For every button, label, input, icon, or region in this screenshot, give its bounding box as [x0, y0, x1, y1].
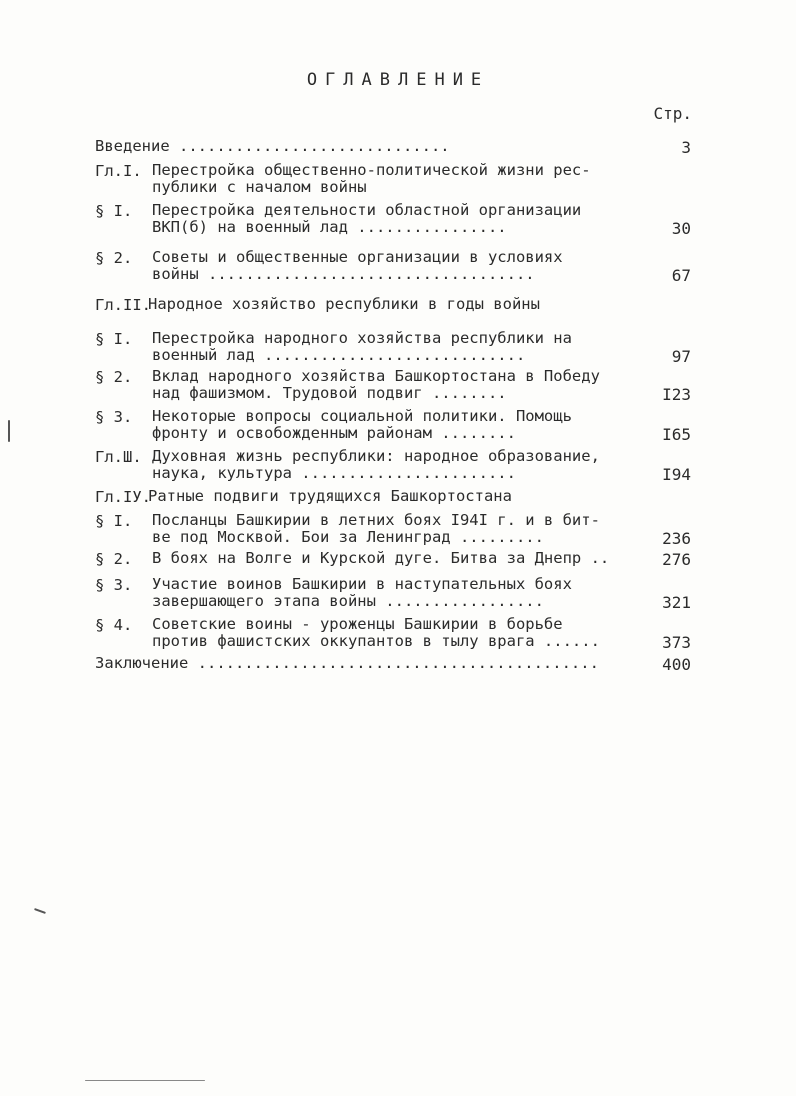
toc-entry-text: Народное хозяйство республики в годы войны — [148, 295, 540, 313]
toc-entry-number: § I. — [95, 512, 133, 530]
toc-entry-page: 67 — [671, 266, 691, 285]
toc-entry-text: Участие воинов Башкирии в наступательных боях — [152, 575, 572, 593]
toc-entry-text: Посланцы Башкирии в летних боях I94I г. и в бит- — [152, 511, 600, 529]
toc-entry-text: Духовная жизнь республики: народное образование, — [152, 447, 600, 465]
scan-mark — [8, 420, 10, 442]
toc-entry-number: Гл.I. — [95, 162, 142, 180]
toc-entry-text: Заключение ........................................... — [95, 654, 599, 672]
toc-entry-number: § 2. — [95, 368, 133, 386]
toc-entry-number: § 4. — [95, 616, 133, 634]
toc-entry-text: наука, культура ....................... — [152, 464, 516, 482]
toc-entry-text: ВКП(б) на военный лад ................ — [152, 218, 507, 236]
toc-entry-text: войны ................................... — [152, 265, 535, 283]
page-column-header: Стр. — [653, 104, 692, 123]
toc-entry-page: I65 — [662, 425, 691, 444]
toc-entry-page: 3 — [681, 138, 691, 157]
toc-entry-number: § I. — [95, 330, 133, 348]
toc-entry-text: Некоторые вопросы социальной политики. Помощь — [152, 407, 572, 425]
toc-entry-number: § 2. — [95, 550, 133, 568]
toc-entry-text: Введение ............................. — [95, 137, 450, 155]
toc-entry-number: § 3. — [95, 576, 133, 594]
toc-entry-text: ве под Москвой. Бои за Ленинград ......... — [152, 528, 544, 546]
toc-entry-number: § 3. — [95, 408, 133, 426]
toc-entry-page: 236 — [662, 529, 691, 548]
toc-entry-text: фронту и освобожденным районам ........ — [152, 424, 516, 442]
toc-entry-text: над фашизмом. Трудовой подвиг ........ — [152, 384, 507, 402]
toc-entry-text: завершающего этапа войны ................. — [152, 592, 544, 610]
toc-entry-page: I94 — [662, 465, 691, 484]
toc-entry-text: против фашистских оккупантов в тылу врага ...... — [152, 632, 600, 650]
toc-entry-number: § I. — [95, 202, 133, 220]
toc-entry-text: публики с началом войны — [152, 178, 367, 196]
toc-entry-page: 276 — [662, 550, 691, 569]
toc-entry-text: Вклад народного хозяйства Башкортостана в Победу — [152, 367, 600, 385]
toc-entry-text: Ратные подвиги трудящихся Башкортостана — [148, 487, 512, 505]
toc-entry-text: Перестройка общественно-политической жизни рес- — [152, 161, 591, 179]
toc-entry-page: I23 — [662, 385, 691, 404]
toc-entry-page: 400 — [662, 655, 691, 674]
toc-entry-text: Перестройка деятельности областной организации — [152, 201, 582, 219]
toc-entry-text: Советские воины - уроженцы Башкирии в борьбе — [152, 615, 563, 633]
page-title: ОГЛАВЛЕНИЕ — [306, 70, 490, 90]
toc-entry-text: Советы и общественные организации в условиях — [152, 248, 563, 266]
toc-entry-number: Гл.Ш. — [95, 448, 142, 466]
scan-mark — [85, 1080, 205, 1081]
toc-entry-number: Гл.IУ. — [95, 488, 151, 506]
toc-entry-text: военный лад ............................ — [152, 346, 526, 364]
toc-entry-text: В боях на Волге и Курской дуге. Битва за Днепр .. — [152, 549, 610, 567]
toc-entry-page: 373 — [662, 633, 691, 652]
toc-entry-page: 30 — [671, 219, 691, 238]
toc-entry-page: 321 — [662, 593, 691, 612]
toc-entry-page: 97 — [671, 347, 691, 366]
toc-entry-number: Гл.II. — [95, 296, 151, 314]
toc-entry-text: Перестройка народного хозяйства республики на — [152, 329, 572, 347]
toc-entry-number: § 2. — [95, 249, 133, 267]
